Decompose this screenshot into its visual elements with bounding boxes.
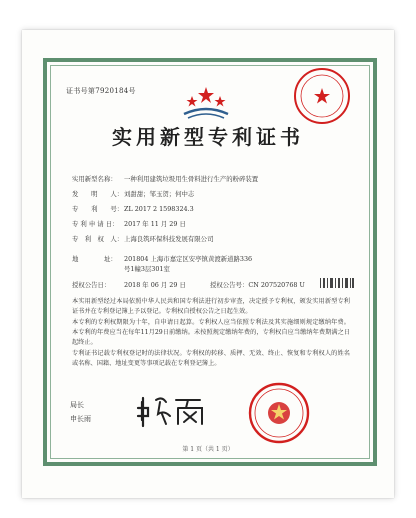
certificate-title: 实用新型专利证书 [112, 125, 304, 149]
field-value: 2017 年 11 月 29 日 [124, 220, 186, 228]
field-announcement-number [210, 280, 305, 289]
field-value: 一种利用建筑垃圾用生骨料进行生产的粉碎装置 [124, 175, 259, 183]
field-label: 专 利 申 请 日： [72, 220, 119, 228]
field-label: 发 明 人： [72, 190, 124, 198]
barcode-icon [320, 278, 354, 288]
field-patentee [72, 234, 213, 243]
page-indicator: 第 1 页（共 1 页） [182, 446, 234, 453]
field-label: 专 利 权 人： [72, 235, 124, 243]
certificate-number: 证书号第7920184号 [66, 87, 136, 95]
field-utility-model-name [72, 174, 258, 183]
field-label: 实用新型名称： [72, 175, 117, 183]
field-address [72, 254, 252, 263]
field-patent-number [72, 204, 194, 213]
field-value: CN 207520768 U [248, 281, 305, 289]
field-label: 地 址： [72, 255, 117, 263]
paragraph-legal-status: 专利证书记载专利权登记时的法律状况。专利权的转移、质押、无效、终止、恢复和专利权人的姓名或名称、国籍、地址变更等事项记载在专利登记簿上。 [72, 350, 350, 368]
seal-stamp-icon [292, 66, 352, 126]
signature-title: 局长 [70, 401, 84, 409]
field-value: 2018 年 06 月 29 日 [124, 281, 186, 289]
field-inventor [72, 189, 194, 198]
field-value: 上海良筑环保科技发展有限公司 [124, 235, 214, 243]
field-application-date [72, 219, 186, 228]
official-seal-icon [248, 382, 310, 444]
field-address-cont [124, 264, 170, 273]
field-label: 授权公告日： [72, 281, 111, 289]
signature-name: 申长雨 [70, 415, 91, 423]
paragraph-grant: 本实用新型经过本局依照中华人民共和国专利法进行初步审查，决定授予专利权，颁发实用新型专利证书并在专利登记簿上予以登记。专利权自授权公告之日起生效。 [72, 298, 350, 316]
field-value: ZL 2017 2 1598324.3 [124, 205, 194, 213]
paragraph-term: 本专利的专利权期限为十年，自申请日起算。专利权人应当依照专利法及其实施细则规定缴纳年费。本专利的年费应当在每年11月29日前缴纳。未按照规定缴纳年费的，专利权自应当缴纳年费期满之日起终止。 [72, 319, 350, 347]
patent-office-emblem-icon [178, 84, 234, 120]
field-value: 刘甜甜；邹玉贺；何中志 [124, 190, 195, 198]
field-grant-date [72, 280, 186, 289]
handwritten-signature [136, 394, 210, 430]
field-value: 号1幢3层301室 [124, 265, 170, 273]
field-label: 专 利 号： [72, 205, 124, 213]
field-label: 授权公告号： [210, 281, 249, 289]
field-value: 201804 上海市嘉定区安亭镇黄渡新道路336 [124, 255, 253, 263]
